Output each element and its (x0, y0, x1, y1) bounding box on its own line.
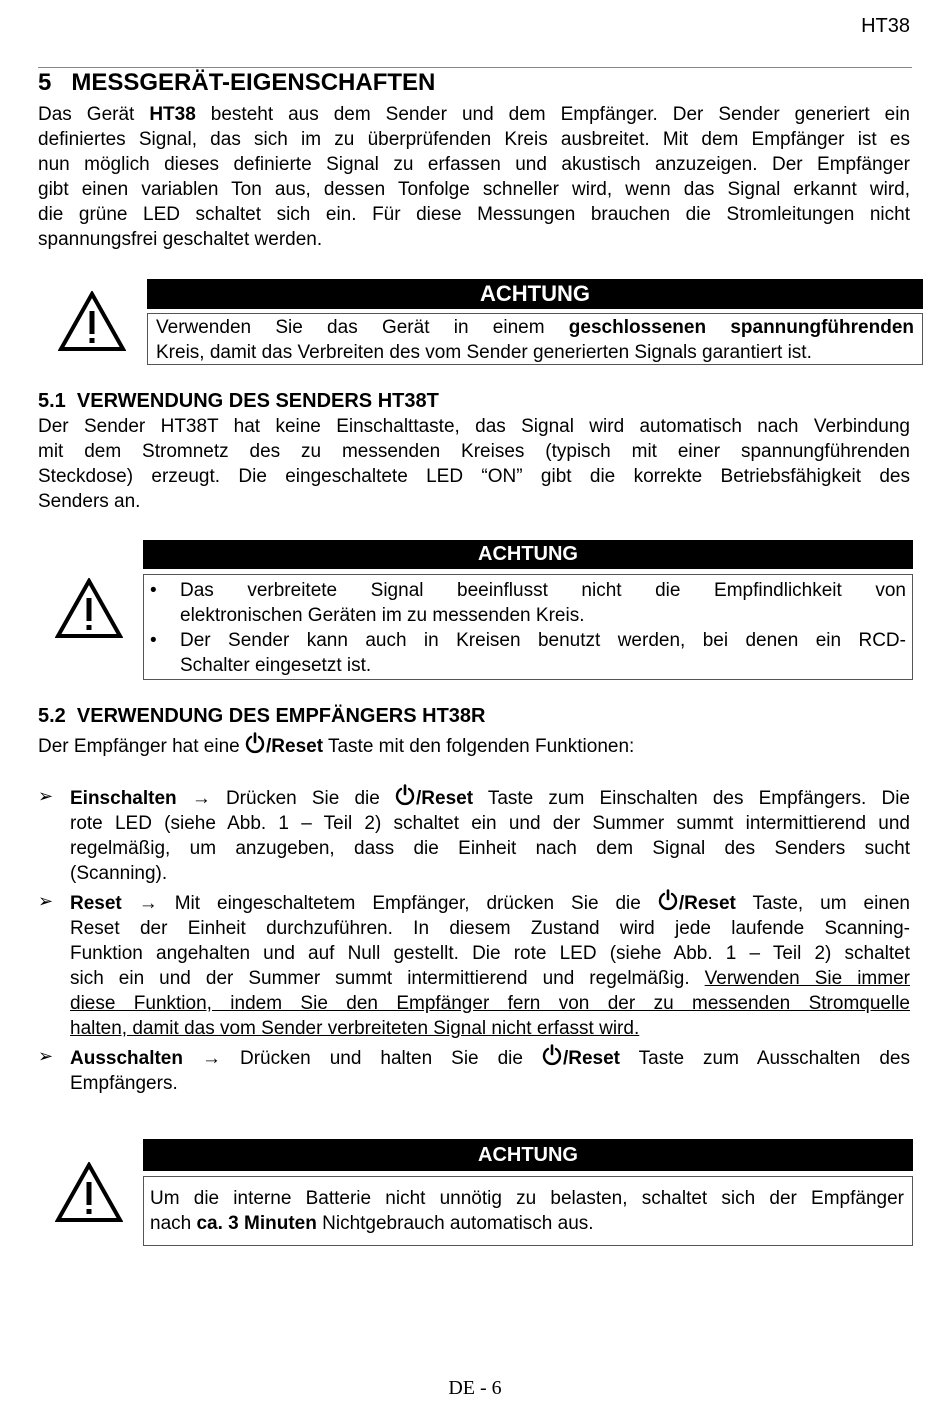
power-icon (542, 1044, 562, 1066)
receiver-function-list (38, 784, 910, 1096)
warning-bullet-item: • Der Sender kann auch in Kreisen benutzt werden, bei denen ein RCD- Schalter eingesetzt ist. (150, 630, 906, 676)
warning-bullet-item: • Das verbreitete Signal beeinflusst nicht die Empfindlichkeit von elektronischen Geräten im zu messenden Kreis. (150, 580, 906, 626)
power-icon (245, 732, 265, 754)
section-5-2-intro: Der Empfänger hat eine /Reset Taste mit den folgenden Funktionen: (38, 732, 910, 759)
warning-3-header: ACHTUNG (143, 1139, 913, 1171)
power-icon (658, 889, 678, 911)
warning-2-box (143, 574, 913, 680)
warning-3-box (143, 1176, 913, 1246)
function-item: ➢ Reset → Mit eingeschaltetem Empfänger, drücken Sie die /Reset Taste, um einen Reset der Einheit durchzuführen. In diesem Zustand wird jede laufende Scanning- Funktion angehalten und auf Null gestellt. Die rote LED (siehe Abb. 1 – Teil 2) schaltet sich ein und der Summer summt intermittierend und regelmäßig. Verwenden Sie immer diese Funktion, indem Sie den Empfänger fern von der zu messenden Stromquelle halten, damit das vom Sender verbreiteten Signal nicht erfasst wird. (38, 891, 910, 1039)
warning-1-text: Verwenden Sie das Gerät in einem geschlossenen spannungführenden Kreis, damit das Verbreiten des vom Sender generierten Signals garantiert ist. (156, 317, 914, 363)
function-item: ➢ Ausschalten → Drücken und halten Sie die /Reset Taste zum Ausschalten des Empfängers. (38, 1046, 910, 1094)
arrow-icon: → (138, 893, 158, 914)
section-5-1-paragraph: Der Sender HT38T hat keine Einschalttaste, das Signal wird automatisch nach Verbindung mit dem Stromnetz des zu messenden Kreises (typisch mit einer spannungführenden Steckdose) erzeugt. Die eingeschaltete LED “ON” gibt die korrekte Betriebsfähigkeit des Senders an. (38, 416, 910, 512)
power-icon (395, 784, 415, 806)
warning-2-list (144, 575, 912, 678)
list-arrow-icon: ➢ (38, 1046, 54, 1066)
warning-icon (55, 578, 123, 640)
section-5-title: 5 MESSGERÄT-EIGENSCHAFTEN (38, 69, 436, 96)
list-arrow-icon: ➢ (38, 891, 54, 911)
warning-1-header: ACHTUNG (147, 279, 923, 309)
section-5-paragraph: Das Gerät HT38 besteht aus dem Sender und dem Empfänger. Der Sender generiert ein definiertes Signal, das sich im zu überprüfenden Kreis ausbreitet. Mit dem Empfänger ist es nun möglich dieses definierte Signal zu erfassen und akustisch anzuzeigen. Der Empfänger gibt einen variablen Ton aus, dessen Tonfolge schneller wird, wenn das Signal erkannt wird, die grüne LED schaltet sich ein. Für diese Messungen brauchen die Stromleitungen nicht spannungsfrei geschaltet werden. (38, 104, 910, 250)
warning-3-text: Um die interne Batterie nicht unnötig zu belasten, schaltet sich der Empfänger nach ca. 3 Minuten Nichtgebrauch automatisch aus. (150, 1188, 904, 1234)
section-5-2-title: 5.2 VERWENDUNG DES EMPFÄNGERS HT38R (38, 705, 486, 727)
arrow-icon: → (201, 1048, 221, 1069)
document-code: HT38 (861, 15, 910, 37)
warning-2-header: ACHTUNG (143, 540, 913, 569)
function-item: ➢ Einschalten → Drücken Sie die /Reset Taste zum Einschalten des Empfängers. Die rote LED (siehe Abb. 1 – Teil 2) schaltet ein und der Summer summt intermittierend und regelmäßig, um anzugeben, dass die Einheit nach dem Signal des Senders sucht (Scanning). (38, 786, 910, 884)
list-arrow-icon: ➢ (38, 786, 54, 806)
bullet-icon: • (150, 580, 157, 601)
section-5-1-title: 5.1 VERWENDUNG DES SENDERS HT38T (38, 390, 439, 412)
bullet-icon: • (150, 630, 157, 651)
warning-icon (58, 291, 126, 353)
arrow-icon: → (191, 788, 211, 809)
warning-icon (55, 1162, 123, 1224)
page-number: DE - 6 (448, 1377, 502, 1399)
warning-1-box (147, 313, 923, 365)
